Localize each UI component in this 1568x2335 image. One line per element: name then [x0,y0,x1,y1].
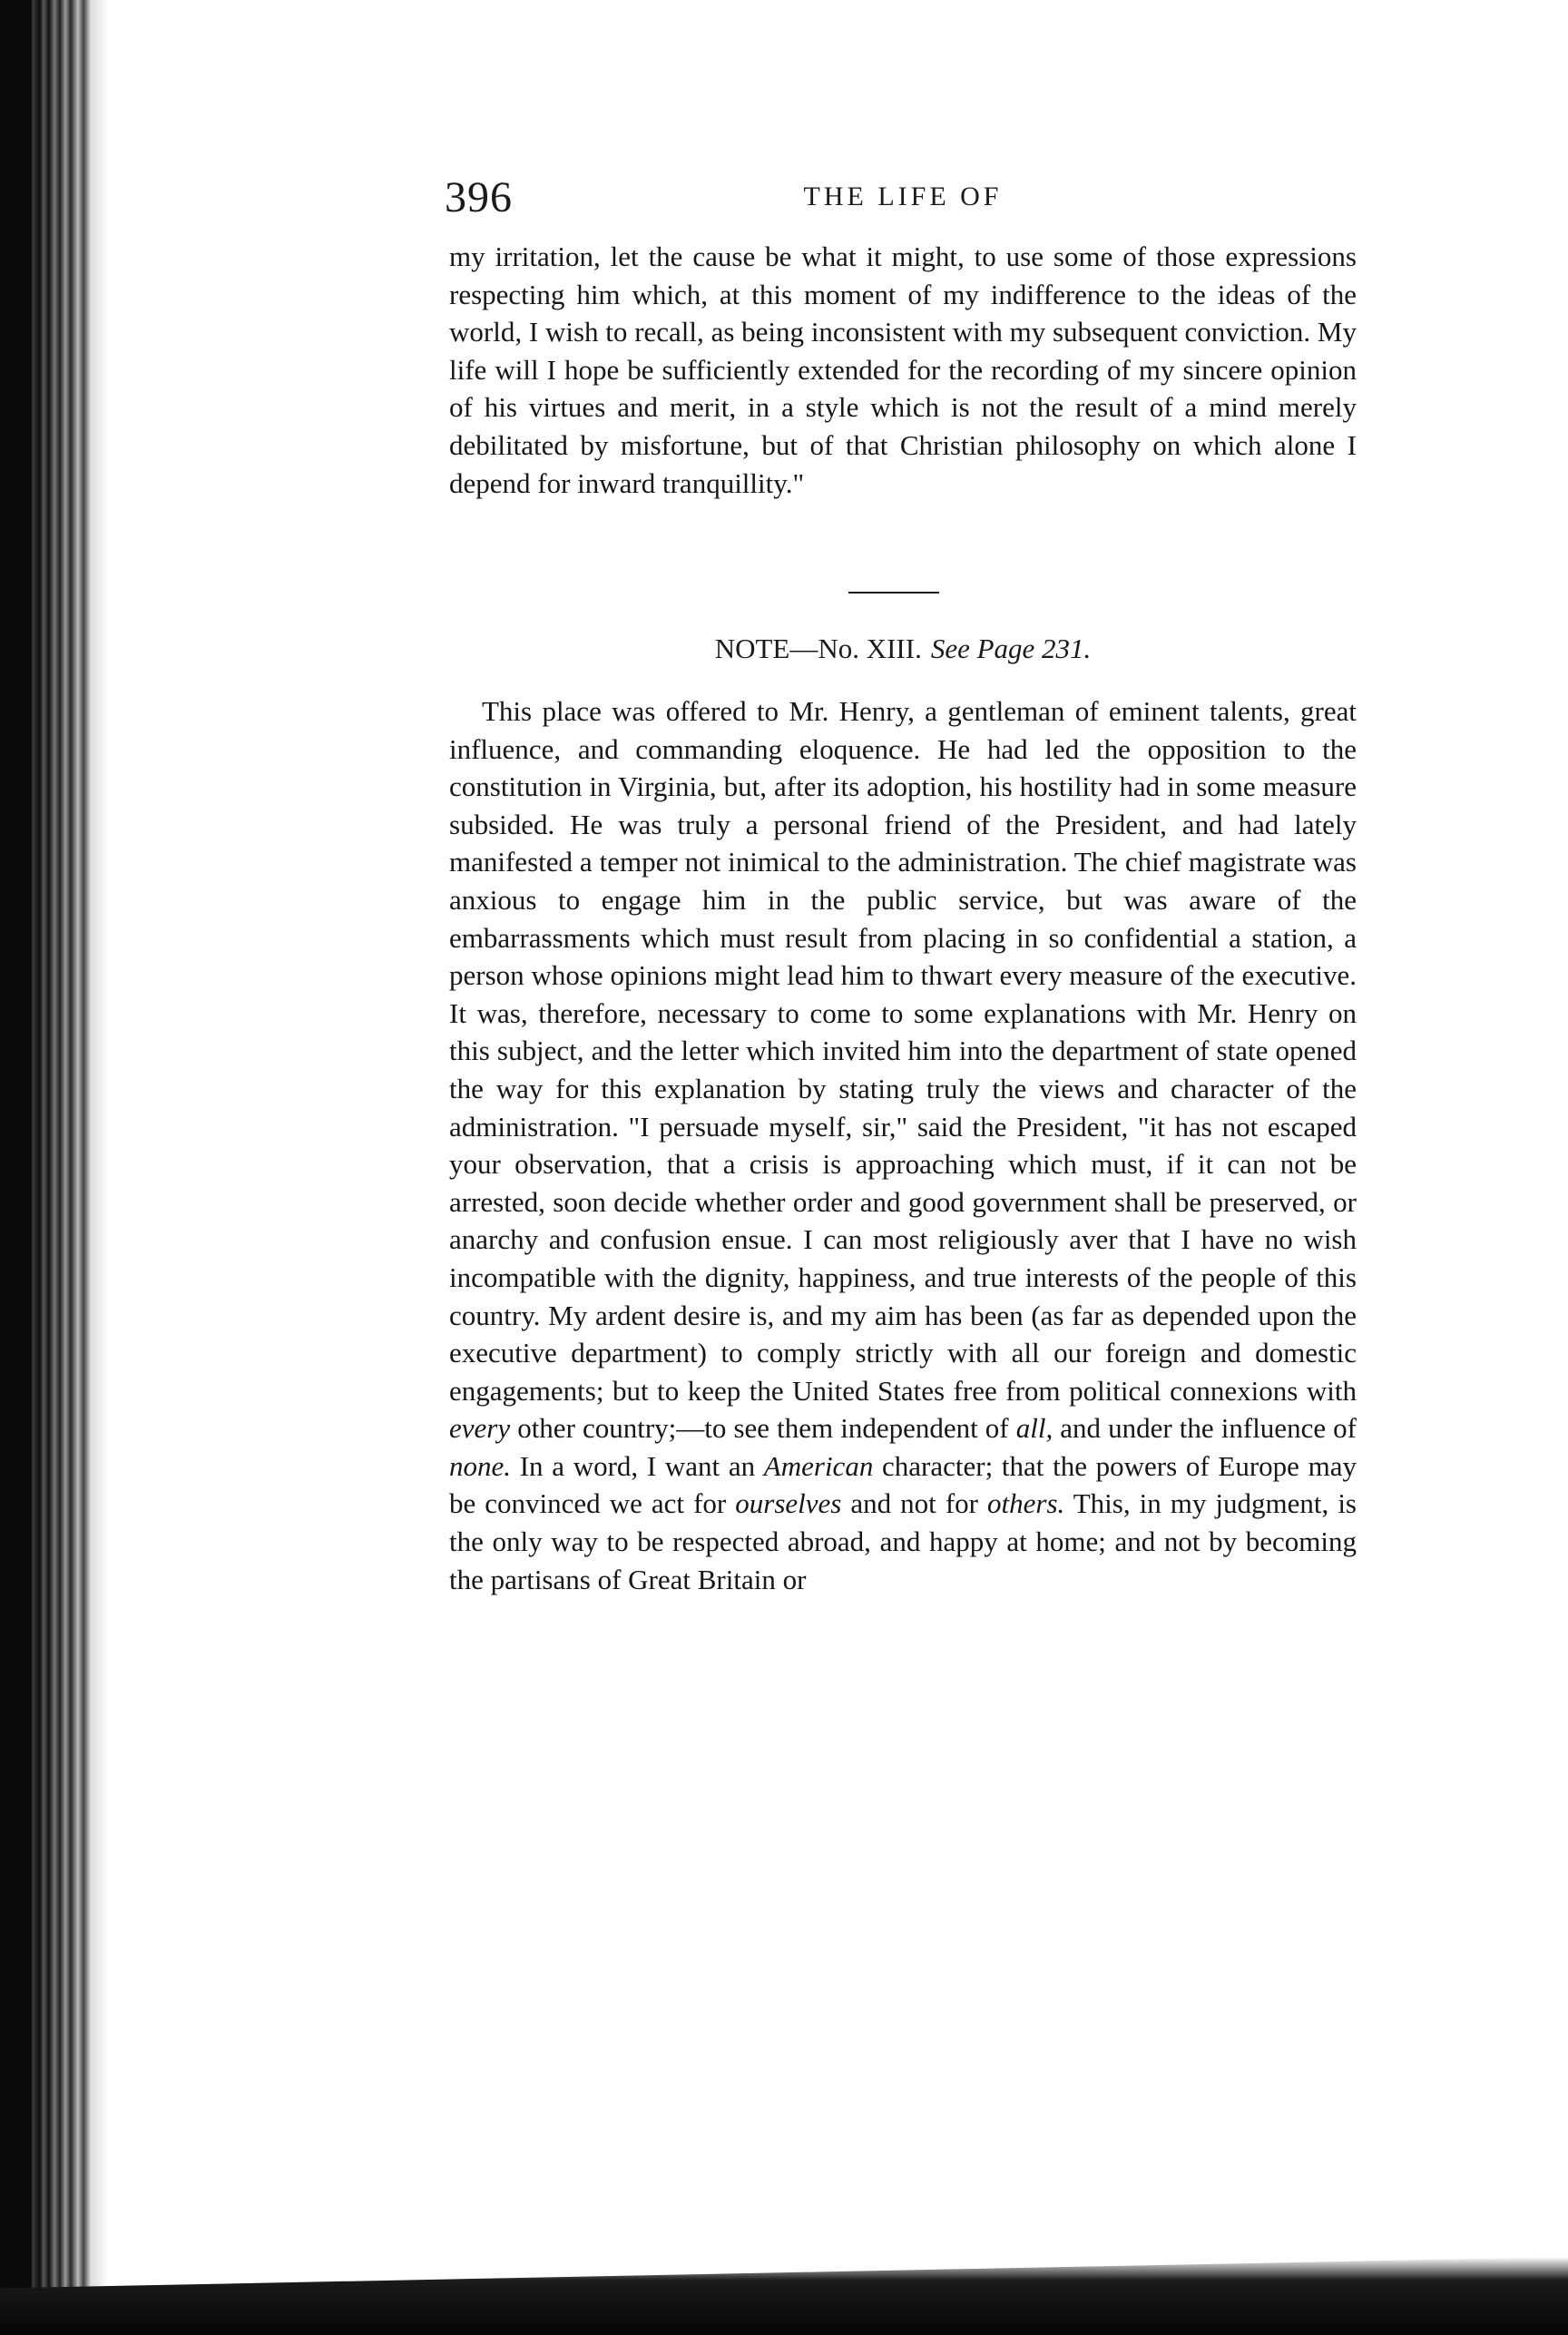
note-heading [449,633,1357,665]
running-head: THE LIFE OF [803,182,1003,211]
note-paragraph [449,692,1357,1598]
note-text-part-1: This place was offered to Mr. Henry, a gentleman of eminent talents, great influence, and commanding eloquence. He had led the opposition to the constitution in Virginia, but, after its adoption, his hostility had in some measure subsided. He was truly a personal friend of the President, and had lately manifested a temper not inimical to the administration. The chief magistrate was anxious to engage him in the public service, but was aware of the embarrassments which must result from placing in so confidential a station, a person whose opinions might lead him to thwart every measure of the executive. It was, therefore, necessary to come to some explanations with Mr. Henry on this subject, and the letter which invited him into the department of state opened the way for this explanation by stating truly the views and character of the administration. "I persuade myself, sir," said the President, "it has not escaped your observation, that a crisis is approaching which must, if it can not be arrested, soon decide whether order and good government shall be preserved, or anarchy and confusion ensue. I can most religiously aver that I have no wish incompatible with the dignity, happiness, and true interests of the people of this country. My ardent desire is, and my aim has been (as far as depended upon the executive department) to comply strictly with all our foreign and domestic engagements; but to keep the United States free from political connexions with [449,695,1357,1407]
note-text-part-2: other country;—to see them independent of [510,1412,1016,1445]
note-paragraph-text [449,692,1357,1598]
opening-paragraph [449,238,1357,502]
note-text-part-7: This, in my judgment, is the only way to be respected abroad, and happy at home; and not by becoming the partisans of Great Britain or [449,1487,1357,1595]
section-divider [848,592,939,594]
note-text-part-6: and not for [841,1487,988,1520]
opening-paragraph-text: my irritation, let the cause be what it might, to use some of those expressions respecting him which, at this moment of my indifference to the ideas of the world, I wish to recall, as being inconsistent with my subsequent conviction. My life will I hope be sufficiently extended for the recording of my sincere opinion of his virtues and merit, in a style which is not the result of a mind merely debilitated by misfortune, but of that Christian philosophy on which alone I depend for inward tranquillity." [449,240,1357,499]
page-number: 396 [445,173,513,221]
emphasis-others: others. [987,1487,1065,1520]
emphasis-ourselves: ourselves [735,1487,842,1520]
emphasis-all: all, [1015,1412,1054,1445]
emphasis-every: every [449,1412,511,1445]
note-heading-title: NOTE—No. XIII. [714,633,922,664]
emphasis-american: American [763,1449,874,1482]
page-bottom-edge [0,2257,1568,2335]
note-text-part-4: In a word, I want an [511,1449,764,1482]
note-page-reference: See Page 231. [930,633,1092,664]
note-text-part-5: character; that the powers of Europe may be convinced we act for [449,1449,1357,1520]
binding-edge [0,0,109,2335]
emphasis-none: none. [449,1449,512,1482]
note-text-part-3: and under the influence of [1053,1412,1357,1445]
